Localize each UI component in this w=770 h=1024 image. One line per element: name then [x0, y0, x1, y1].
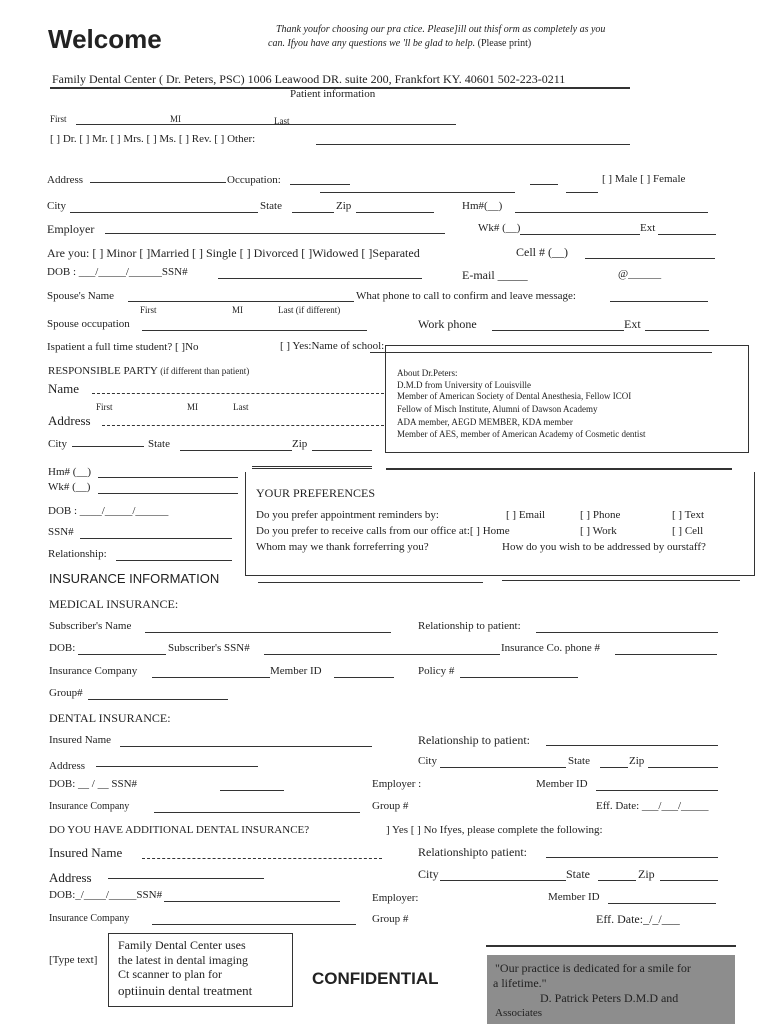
dental-zip-label: Zip [629, 755, 645, 767]
dental-relationship-field[interactable] [546, 745, 718, 746]
responsible-relationship-label: Relationship: [48, 548, 107, 560]
city-field[interactable] [70, 212, 258, 213]
cell-phone-field[interactable] [585, 258, 715, 259]
referral-field[interactable] [258, 582, 483, 583]
responsible-party-note: (if different than patient) [160, 366, 250, 376]
city-2-label: City [418, 867, 439, 881]
address-2-label: Address [49, 870, 92, 885]
quote-line-4: Associates [495, 1007, 543, 1019]
medical-dob-label: DOB: [49, 642, 76, 654]
medical-relationship-field[interactable] [536, 632, 718, 633]
dob-ssn-2-label: DOB:_/____/_____SSN# [49, 889, 163, 901]
work-phone-label: Wk# (__) [478, 222, 521, 234]
other-title-field[interactable] [316, 144, 630, 145]
spouse-work-phone-field[interactable] [492, 330, 624, 331]
city-label: City [47, 200, 66, 212]
email-at-field[interactable]: @______ [618, 268, 662, 280]
responsible-state-field[interactable] [180, 450, 292, 451]
imaging-line-3: Ct scanner to plan for [118, 967, 222, 981]
relationship-2-label: Relationshipto patient: [418, 845, 527, 859]
please-print: (Please print) [477, 38, 532, 49]
city-2-field[interactable] [440, 880, 566, 881]
subscriber-name-field[interactable] [145, 632, 391, 633]
about-line-4: ADA member, AEGD MEMBER, KDA member [397, 417, 573, 427]
responsible-first-label: First [96, 402, 113, 412]
responsible-city-field[interactable] [72, 446, 144, 447]
quote-line-3: D. Patrick Peters D.M.D and [540, 991, 679, 1005]
address-extra-field-2[interactable] [566, 192, 598, 193]
patient-name-field[interactable] [76, 124, 456, 125]
zip-label: Zip [336, 200, 352, 212]
title-checkboxes[interactable]: [ ] Dr. [ ] Mr. [ ] Mrs. [ ] Ms. [ ] Rev. [ ] Other: [50, 133, 256, 145]
dental-address-field[interactable] [96, 766, 258, 767]
dental-state-field[interactable] [600, 767, 628, 768]
imaging-line-2: the latest in dental imaging [118, 953, 248, 967]
dental-ssn-field[interactable] [220, 790, 284, 791]
spouse-occupation-label: Spouse occupation [47, 318, 130, 330]
relationship-2-field[interactable] [546, 857, 718, 858]
practice-address: Family Dental Center ( Dr. Peters, PSC) 1006 Leawood DR. suite 200, Frankfort KY. 40601 502-223-0211 [52, 72, 566, 86]
confirm-phone-field[interactable] [610, 301, 708, 302]
responsible-name-label: Name [48, 381, 80, 396]
medical-company-field[interactable] [152, 677, 270, 678]
dental-member-id-label: Member ID [536, 778, 588, 790]
insured-name-field[interactable] [120, 746, 372, 747]
medical-dob-field[interactable] [78, 654, 166, 655]
ssn-2-field[interactable] [164, 901, 340, 902]
middle-initial-label: MI [170, 114, 181, 124]
spouse-name-label: Spouse's Name [47, 290, 115, 302]
about-line-3: Fellow of Misch Institute, Alumni of Dawson Academy [397, 404, 598, 414]
thank-you-note-line2 [268, 38, 531, 49]
dental-company-field[interactable] [154, 812, 360, 813]
responsible-ssn-label: SSN# [48, 526, 74, 538]
home-phone-label: Hm#(__) [462, 200, 503, 212]
about-bottom-divider [386, 468, 732, 470]
occupation-field[interactable] [290, 184, 350, 185]
address-label: Address [47, 174, 84, 186]
about-line-1: D.M.D from University of Louisville [397, 380, 531, 390]
dental-address-label: Address [49, 760, 86, 772]
additional-insurance-checkboxes[interactable]: ] Yes [ ] No Ifyes, please complete the following: [386, 824, 603, 836]
zip-2-label: Zip [638, 867, 655, 881]
responsible-work-phone-field[interactable] [98, 493, 238, 494]
spouse-work-phone-label: Work phone [418, 317, 477, 331]
call-preference-work-checkbox[interactable]: [ ] Work [580, 525, 617, 537]
dental-relationship-label: Relationship to patient: [418, 733, 530, 747]
address-line-2-field[interactable] [320, 192, 515, 193]
imaging-line-1: Family Dental Center uses [118, 938, 246, 952]
address-field[interactable] [90, 182, 226, 183]
policy-field[interactable] [460, 677, 578, 678]
responsible-home-phone-field[interactable] [98, 477, 238, 478]
eff-date-2-field[interactable]: Eff. Date:_/_/___ [596, 912, 680, 926]
responsible-mi-label: MI [187, 402, 198, 412]
student-yes-checkbox[interactable]: [ ] Yes:Name of school: [280, 340, 385, 352]
responsible-work-phone-label: Wk# (__) [48, 481, 91, 493]
medical-group-label: Group# [49, 687, 83, 699]
last-name-label: Last [274, 116, 290, 126]
insurance-co-phone-field[interactable] [615, 654, 717, 655]
insured-name-2-label: Insured Name [49, 845, 123, 860]
quote-top-rule [486, 945, 736, 947]
occupation-label: Occupation: [227, 174, 281, 186]
medical-member-id-label: Member ID [270, 665, 322, 677]
scan-artifact-divider [252, 466, 372, 469]
reminder-question: Do you prefer appointment reminders by: [256, 509, 439, 521]
company-2-label: Insurance Company [49, 913, 130, 924]
subscriber-ssn-field[interactable] [264, 654, 500, 655]
dental-member-id-field[interactable] [596, 790, 718, 791]
spouse-ext-field[interactable] [645, 330, 709, 331]
insurance-co-phone-label: Insurance Co. phone # [501, 642, 600, 654]
gender-checkboxes[interactable]: [ ] Male [ ] Female [602, 173, 686, 185]
responsible-dob-field[interactable]: DOB : ____/_____/______ [48, 505, 169, 517]
medical-insurance-heading: MEDICAL INSURANCE: [49, 597, 179, 611]
responsible-party-title: RESPONSIBLE PARTY [48, 365, 158, 377]
quote-line-1: "Our practice is dedicated for a smile for [495, 961, 691, 975]
dental-city-label: City [418, 755, 437, 767]
confidential-label: CONFIDENTIAL [312, 969, 439, 988]
address-preference-question: How do you wish to be addressed by ourstaff? [502, 541, 706, 553]
dental-employer-label: Employer : [372, 778, 422, 790]
member-id-2-field[interactable] [608, 903, 716, 904]
medical-member-id-field[interactable] [334, 677, 394, 678]
zip-2-field[interactable] [660, 880, 718, 881]
section-title-patient-info: Patient information [290, 88, 376, 100]
thank-you-italic: can. Ifyou have any questions we 'll be glad to help. [268, 38, 476, 49]
employer-label: Employer [47, 222, 95, 236]
insured-name-label: Insured Name [49, 734, 112, 746]
imaging-line-4: optiinuin dental treatment [118, 983, 253, 998]
responsible-state-label: State [148, 438, 170, 450]
preferences-title: YOUR PREFERENCES [256, 486, 376, 500]
spouse-mi-label: MI [232, 305, 243, 315]
subscriber-name-label: Subscriber's Name [49, 620, 132, 632]
cell-phone-label: Cell # (__) [516, 245, 568, 259]
responsible-ssn-field[interactable] [80, 538, 232, 539]
dental-zip-field[interactable] [648, 767, 718, 768]
quote-line-2: a lifetime." [493, 976, 547, 990]
call-preference-home-checkbox[interactable]: Do you prefer to receive calls from our office at:[ ] Home [256, 525, 510, 537]
dental-eff-date-field[interactable]: Eff. Date: ___/___/_____ [596, 800, 709, 812]
call-preference-cell-checkbox[interactable]: [ ] Cell [672, 525, 704, 537]
ssn-field[interactable] [218, 278, 422, 279]
insurance-title: INSURANCE INFORMATION [49, 571, 220, 586]
type-text-placeholder: [Type text] [49, 954, 98, 966]
address-2-field[interactable] [108, 878, 264, 879]
medical-company-label: Insurance Company [49, 665, 138, 677]
state-label: State [260, 200, 282, 212]
dental-insurance-heading: DENTAL INSURANCE: [49, 711, 171, 725]
responsible-party-heading [48, 365, 249, 377]
state-2-label: State [566, 867, 590, 881]
spouse-first-label: First [140, 305, 157, 315]
dental-company-label: Insurance Company [49, 801, 130, 812]
confirm-phone-label: What phone to call to confirm and leave message: [356, 290, 576, 302]
responsible-address-label: Address [48, 413, 91, 428]
reminder-email-checkbox[interactable]: [ ] Email [506, 509, 546, 521]
member-id-2-label: Member ID [548, 891, 600, 903]
state-field[interactable] [292, 212, 334, 213]
work-phone-field[interactable] [520, 234, 640, 235]
responsible-city-label: City [48, 438, 67, 450]
email-label: E-mail _____ [462, 268, 528, 282]
state-2-field[interactable] [598, 880, 636, 881]
dental-city-field[interactable] [440, 767, 566, 768]
dental-dob-ssn-label: DOB: __ / __ SSN# [49, 778, 138, 790]
medical-group-field[interactable] [88, 699, 228, 700]
about-heading: About Dr.Peters: [397, 368, 458, 378]
employer-field[interactable] [105, 233, 445, 234]
home-phone-field[interactable] [515, 212, 708, 213]
responsible-zip-field[interactable] [312, 450, 372, 451]
responsible-address-field[interactable] [102, 425, 384, 426]
dob-ssn-label: DOB : ___/_____/______SSN# [47, 266, 188, 278]
subscriber-ssn-label: Subscriber's SSN# [168, 642, 250, 654]
spouse-name-field[interactable] [128, 301, 354, 302]
responsible-zip-label: Zip [292, 438, 308, 450]
dental-state-label: State [568, 755, 590, 767]
zip-field[interactable] [356, 212, 434, 213]
page-title: Welcome [48, 24, 162, 54]
insured-name-2-field[interactable] [142, 858, 382, 859]
referral-question: Whom may we thank forreferring you? [256, 541, 429, 553]
address-preference-field[interactable] [502, 580, 740, 581]
work-ext-field[interactable] [658, 234, 716, 235]
thank-you-note: Thank youfor choosing our pra ctice. Please]ill out thisf orm as completely as you [276, 24, 606, 35]
responsible-last-label: Last [233, 402, 249, 412]
group-2-label: Group # [372, 913, 409, 925]
about-line-2: Member of American Society of Dental Anesthesia, Fellow ICOI [397, 391, 632, 401]
spouse-last-label: Last (if different) [278, 305, 341, 315]
spouse-ext-label: Ext [624, 317, 641, 331]
reminder-text-checkbox[interactable]: [ ] Text [672, 509, 705, 521]
dental-group-label: Group # [372, 800, 409, 812]
additional-insurance-question: DO YOU HAVE ADDITIONAL DENTAL INSURANCE? [49, 824, 310, 836]
marital-status-checkboxes[interactable]: Are you: [ ] Minor [ ]Married [ ] Single [ ] Divorced [ ]Widowed [ ]Separated [47, 246, 420, 260]
address-extra-field[interactable] [530, 184, 558, 185]
medical-relationship-label: Relationship to patient: [418, 620, 521, 632]
first-name-label: First [50, 114, 67, 124]
responsible-relationship-field[interactable] [116, 560, 232, 561]
responsible-name-field[interactable] [92, 393, 384, 394]
work-ext-label: Ext [640, 222, 656, 234]
company-2-field[interactable] [152, 924, 356, 925]
student-no-checkbox[interactable]: Ispatient a full time student? [ ]No [47, 341, 199, 353]
about-line-5: Member of AES, member of American Academy of Cosmetic dentist [397, 429, 646, 439]
responsible-home-phone-label: Hm# (__) [48, 466, 92, 478]
policy-label: Policy # [418, 665, 455, 677]
employer-2-label: Employer: [372, 892, 419, 904]
reminder-phone-checkbox[interactable]: [ ] Phone [580, 509, 621, 521]
spouse-occupation-field[interactable] [142, 330, 367, 331]
